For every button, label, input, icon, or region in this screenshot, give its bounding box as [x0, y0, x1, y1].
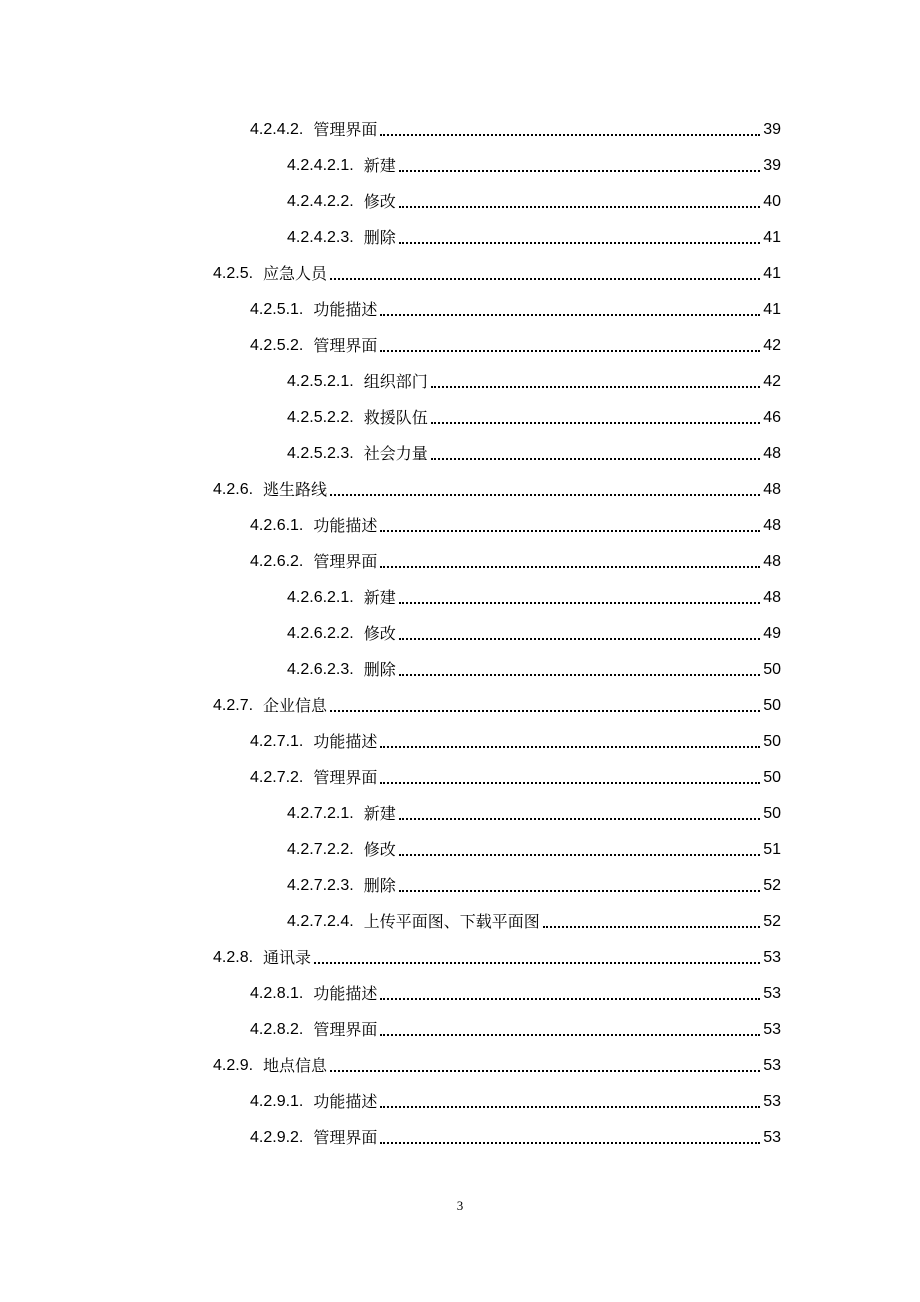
toc-entry-number: 4.2.8.2. [250, 1021, 304, 1038]
toc-entry-page: 48 [763, 553, 781, 570]
toc-entry[interactable] [250, 731, 781, 753]
toc-entry[interactable] [287, 803, 781, 825]
toc-leader-dots [314, 962, 760, 964]
toc-leader-dots [399, 674, 760, 676]
toc-entry[interactable] [287, 407, 781, 429]
toc-entry[interactable] [213, 263, 781, 285]
toc-entry-page: 40 [763, 193, 781, 210]
toc-entry[interactable] [250, 119, 781, 141]
toc-entry-title: 管理界面 [313, 552, 378, 571]
toc-entry-page: 52 [763, 913, 781, 930]
toc-entry-page: 52 [763, 877, 781, 894]
toc-entry-number: 4.2.9. [213, 1057, 254, 1074]
toc-entry-title: 救援队伍 [363, 408, 428, 427]
toc-leader-dots [380, 350, 760, 352]
toc-entry-page: 50 [763, 733, 781, 750]
toc-entry-page: 53 [763, 985, 781, 1002]
toc-entry[interactable] [213, 1055, 781, 1077]
toc-entry[interactable] [213, 947, 781, 969]
toc-entry[interactable] [250, 299, 781, 321]
toc-entry-number: 4.2.6.2.3. [287, 661, 354, 678]
toc-entry-title: 管理界面 [313, 120, 378, 139]
toc-entry-title: 新建 [363, 588, 396, 607]
toc-entry-title: 修改 [363, 624, 396, 643]
toc-entry[interactable] [287, 191, 781, 213]
toc-entry-number: 4.2.5. [213, 265, 254, 282]
toc-entry-title: 社会力量 [363, 444, 428, 463]
toc-entry[interactable] [250, 767, 781, 789]
toc-entry-title: 功能描述 [313, 1092, 378, 1111]
toc-entry-title: 新建 [363, 804, 396, 823]
toc-leader-dots [431, 422, 760, 424]
toc-entry-page: 53 [763, 1129, 781, 1146]
toc-leader-dots [330, 278, 760, 280]
toc-entry-page: 53 [763, 1093, 781, 1110]
toc-entry-number: 4.2.7.1. [250, 733, 304, 750]
toc-leader-dots [330, 494, 760, 496]
toc-entry-title: 管理界面 [313, 1020, 378, 1039]
toc-entry-number: 4.2.5.1. [250, 301, 304, 318]
toc-entry[interactable] [287, 227, 781, 249]
toc-entry-title: 功能描述 [313, 516, 378, 535]
toc-entry[interactable] [250, 1127, 781, 1149]
toc-leader-dots [380, 1142, 760, 1144]
toc-entry-page: 42 [763, 337, 781, 354]
toc-entry-number: 4.2.5.2.1. [287, 373, 354, 390]
toc-entry[interactable] [250, 335, 781, 357]
toc-entry-page: 42 [763, 373, 781, 390]
toc-entry-number: 4.2.6.2.2. [287, 625, 354, 642]
toc-entry-number: 4.2.6.1. [250, 517, 304, 534]
toc-entry-page: 53 [763, 1057, 781, 1074]
toc-leader-dots [399, 206, 760, 208]
toc-entry[interactable] [213, 695, 781, 717]
toc-entry-number: 4.2.7.2. [250, 769, 304, 786]
toc-entry-page: 39 [763, 157, 781, 174]
toc-entry-title: 修改 [363, 192, 396, 211]
toc-entry[interactable] [287, 911, 781, 933]
toc-entry-page: 50 [763, 805, 781, 822]
toc-leader-dots [380, 566, 760, 568]
toc-entry-number: 4.2.7.2.4. [287, 913, 354, 930]
toc-entry-page: 48 [763, 589, 781, 606]
toc-leader-dots [380, 1034, 760, 1036]
toc-entry-number: 4.2.8. [213, 949, 254, 966]
toc-entry-number: 4.2.4.2.2. [287, 193, 354, 210]
toc-entry-number: 4.2.5.2.3. [287, 445, 354, 462]
toc-leader-dots [380, 746, 760, 748]
toc-entry-title: 功能描述 [313, 732, 378, 751]
toc-entry-page: 41 [763, 301, 781, 318]
toc-entry-number: 4.2.7. [213, 697, 254, 714]
toc-entry[interactable] [287, 623, 781, 645]
toc-leader-dots [543, 926, 760, 928]
toc-entry-title: 删除 [363, 228, 396, 247]
toc-entry-title: 地点信息 [263, 1056, 328, 1075]
toc-entry-page: 41 [763, 229, 781, 246]
toc-entry-title: 删除 [363, 876, 396, 895]
toc-leader-dots [330, 710, 760, 712]
toc-entry-title: 组织部门 [363, 372, 428, 391]
toc-entry[interactable] [250, 551, 781, 573]
toc-entry-title: 上传平面图、下载平面图 [363, 912, 540, 931]
toc-leader-dots [380, 134, 760, 136]
toc-entry-page: 50 [763, 769, 781, 786]
toc-entry-number: 4.2.9.2. [250, 1129, 304, 1146]
toc-entry[interactable] [287, 587, 781, 609]
toc-entry-number: 4.2.6.2.1. [287, 589, 354, 606]
toc-entry-title: 逃生路线 [263, 480, 328, 499]
toc-entry[interactable] [213, 479, 781, 501]
toc-entry[interactable] [287, 875, 781, 897]
toc-entry[interactable] [287, 155, 781, 177]
toc-entry-title: 通讯录 [263, 948, 312, 967]
toc-entry[interactable] [250, 1019, 781, 1041]
toc-entry-page: 46 [763, 409, 781, 426]
toc-leader-dots [380, 1106, 760, 1108]
toc-entry-title: 修改 [363, 840, 396, 859]
toc-entry-number: 4.2.6.2. [250, 553, 304, 570]
toc-entry-number: 4.2.7.2.3. [287, 877, 354, 894]
toc-leader-dots [431, 458, 760, 460]
toc-leader-dots [399, 170, 760, 172]
toc-entry-number: 4.2.7.2.2. [287, 841, 354, 858]
toc-entry-number: 4.2.5.2.2. [287, 409, 354, 426]
toc-entry[interactable] [250, 983, 781, 1005]
toc-entry-number: 4.2.9.1. [250, 1093, 304, 1110]
toc-leader-dots [399, 638, 760, 640]
toc-entry-number: 4.2.6. [213, 481, 254, 498]
toc-entry-page: 53 [763, 1021, 781, 1038]
toc-entry-number: 4.2.4.2.1. [287, 157, 354, 174]
toc-entry-number: 4.2.8.1. [250, 985, 304, 1002]
toc-entry-title: 管理界面 [313, 768, 378, 787]
toc-entry-page: 50 [763, 697, 781, 714]
toc-entry-page: 51 [763, 841, 781, 858]
toc-entry-page: 41 [763, 265, 781, 282]
page-number: 3 [456, 1198, 464, 1213]
toc-leader-dots [399, 854, 760, 856]
toc-entry-page: 49 [763, 625, 781, 642]
toc-entry-number: 4.2.7.2.1. [287, 805, 354, 822]
toc-leader-dots [330, 1070, 760, 1072]
toc-entry-page: 53 [763, 949, 781, 966]
toc-leader-dots [380, 530, 760, 532]
toc-leader-dots [380, 782, 760, 784]
toc-entry[interactable] [287, 659, 781, 681]
toc-entry[interactable] [287, 371, 781, 393]
toc-entry-title: 企业信息 [263, 696, 328, 715]
toc-entry-page: 48 [763, 445, 781, 462]
toc-entry-title: 功能描述 [313, 300, 378, 319]
toc-entry-number: 4.2.4.2. [250, 121, 304, 138]
toc-entry-page: 48 [763, 517, 781, 534]
toc-entry-title: 管理界面 [313, 336, 378, 355]
toc-leader-dots [380, 314, 760, 316]
toc-entry-page: 48 [763, 481, 781, 498]
toc-entry-title: 删除 [363, 660, 396, 679]
toc-leader-dots [399, 242, 760, 244]
toc-leader-dots [399, 890, 760, 892]
toc-entry-title: 新建 [363, 156, 396, 175]
toc-entry[interactable] [287, 839, 781, 861]
toc-entry[interactable] [250, 1091, 781, 1113]
toc-entry-title: 管理界面 [313, 1128, 378, 1147]
toc-leader-dots [399, 602, 760, 604]
toc-entry-number: 4.2.5.2. [250, 337, 304, 354]
toc-entry-title: 应急人员 [263, 264, 328, 283]
toc-leader-dots [399, 818, 760, 820]
toc-entry-title: 功能描述 [313, 984, 378, 1003]
toc-entry-page: 39 [763, 121, 781, 138]
toc-leader-dots [431, 386, 760, 388]
toc-entry[interactable] [287, 443, 781, 465]
toc-entry-number: 4.2.4.2.3. [287, 229, 354, 246]
toc-leader-dots [380, 998, 760, 1000]
toc-entry-page: 50 [763, 661, 781, 678]
toc-entry[interactable] [250, 515, 781, 537]
